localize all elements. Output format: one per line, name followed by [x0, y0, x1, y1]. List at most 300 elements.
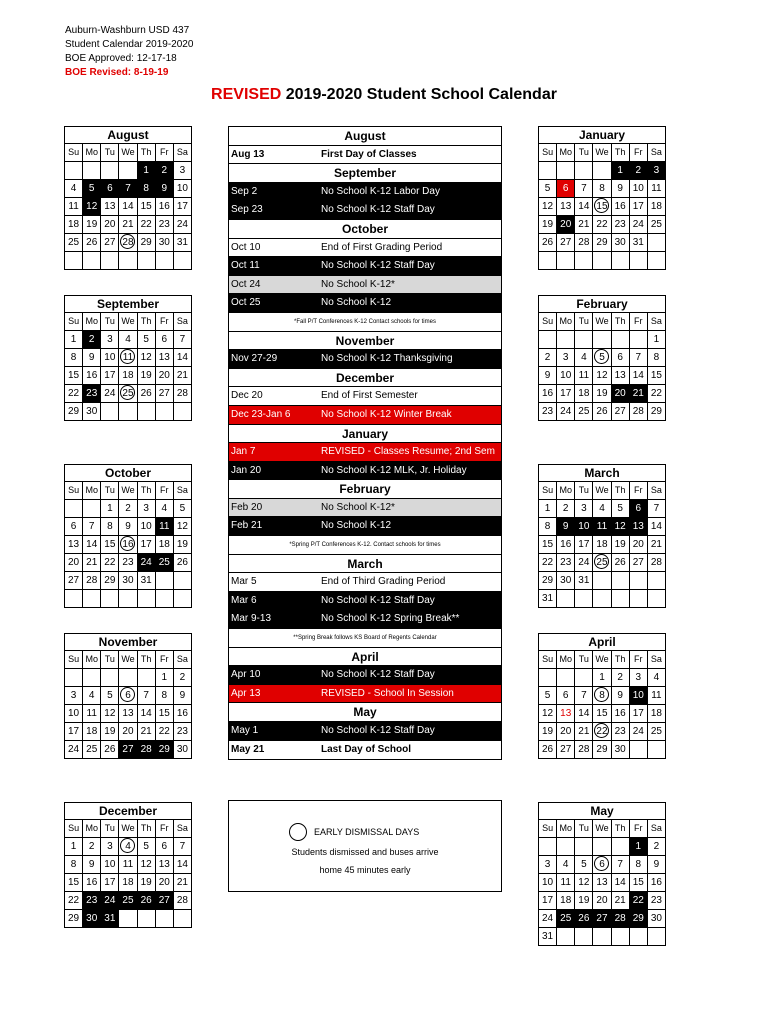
day-cell: 10	[575, 518, 593, 536]
day-cell: 9	[83, 856, 101, 874]
day-cell: 26	[539, 234, 557, 252]
day-header: Sa	[173, 144, 191, 162]
day-cell: 26	[83, 234, 101, 252]
day-header: Mo	[557, 651, 575, 669]
day-cell: 30	[173, 741, 191, 759]
day-cell: 9	[647, 856, 665, 874]
day-header: Sa	[173, 651, 191, 669]
day-cell	[83, 590, 101, 608]
day-cell: 26	[137, 385, 155, 403]
day-cell: 9	[611, 180, 629, 198]
event-description: No School K-12 Spring Break**	[321, 613, 460, 625]
day-header: Th	[611, 313, 629, 331]
day-cell: 28	[137, 741, 155, 759]
day-cell: 7	[575, 180, 593, 198]
day-cell: 8	[647, 349, 665, 367]
month-calendar-apr	[538, 633, 666, 759]
day-cell: 21	[137, 723, 155, 741]
day-cell	[173, 252, 191, 270]
day-cell: 9	[155, 180, 173, 198]
day-cell: 18	[119, 367, 137, 385]
month-calendar-oct	[64, 464, 192, 608]
day-cell: 18	[155, 536, 173, 554]
day-header: Mo	[83, 820, 101, 838]
day-cell: 29	[101, 572, 119, 590]
day-cell: 26	[575, 910, 593, 928]
day-header: Mo	[557, 144, 575, 162]
event-date: Sep 23	[231, 204, 263, 216]
event-description: End of First Grading Period	[321, 241, 443, 253]
day-cell	[83, 252, 101, 270]
day-cell: 21	[575, 723, 593, 741]
day-cell: 27	[119, 741, 137, 759]
month-calendar-sep	[64, 295, 192, 421]
day-cell: 3	[629, 669, 647, 687]
day-header: Th	[137, 313, 155, 331]
day-cell	[629, 590, 647, 608]
day-cell	[647, 234, 665, 252]
day-cell: 25	[647, 723, 665, 741]
day-cell: 16	[539, 385, 557, 403]
day-cell	[137, 252, 155, 270]
event-row	[229, 350, 501, 369]
early-dismissal-day: 28	[120, 234, 135, 249]
day-header: We	[119, 144, 137, 162]
event-row	[229, 517, 501, 536]
day-cell: 6	[155, 838, 173, 856]
day-cell: 23	[83, 892, 101, 910]
day-cell	[593, 162, 611, 180]
day-cell: 30	[83, 403, 101, 421]
day-cell: 19	[137, 367, 155, 385]
day-cell	[629, 331, 647, 349]
day-cell: 21	[83, 554, 101, 572]
event-description: First Day of Classes	[321, 148, 417, 160]
event-row	[229, 610, 501, 629]
day-header: Th	[137, 820, 155, 838]
district-name: Auburn-Washburn USD 437	[65, 25, 190, 36]
day-cell: 4	[593, 500, 611, 518]
event-date: Jan 7	[231, 446, 256, 458]
day-cell: 4	[557, 856, 575, 874]
day-cell: 21	[173, 367, 191, 385]
day-cell: 14	[83, 536, 101, 554]
day-cell: 20	[65, 554, 83, 572]
month-name: November	[65, 634, 192, 651]
day-cell: 24	[557, 403, 575, 421]
day-cell: 6	[611, 349, 629, 367]
day-cell: 11	[557, 874, 575, 892]
day-cell	[539, 252, 557, 270]
day-cell: 20	[611, 385, 629, 403]
day-cell: 8	[629, 856, 647, 874]
day-cell: 21	[119, 216, 137, 234]
day-cell: 2	[611, 669, 629, 687]
day-cell: 23	[557, 554, 575, 572]
day-cell: 11	[647, 687, 665, 705]
event-date: Sep 2	[231, 185, 258, 197]
day-cell	[647, 572, 665, 590]
day-cell: 15	[629, 874, 647, 892]
day-cell: 7	[629, 349, 647, 367]
day-cell	[119, 252, 137, 270]
day-cell: 7	[173, 331, 191, 349]
day-cell: 27	[65, 572, 83, 590]
event-month-header: September	[229, 164, 501, 183]
day-header: Tu	[575, 482, 593, 500]
day-cell: 12	[539, 198, 557, 216]
day-cell: 16	[155, 198, 173, 216]
day-cell	[647, 252, 665, 270]
day-cell: 9	[173, 687, 191, 705]
day-cell: 31	[137, 572, 155, 590]
day-cell: 31	[173, 234, 191, 252]
day-cell: 3	[101, 331, 119, 349]
day-cell	[539, 162, 557, 180]
month-name: December	[65, 803, 192, 820]
event-description: No School K-12*	[321, 278, 395, 290]
day-header: Mo	[557, 313, 575, 331]
day-header: We	[593, 820, 611, 838]
day-cell: 17	[557, 385, 575, 403]
day-cell: 13	[155, 349, 173, 367]
day-header: Mo	[557, 482, 575, 500]
day-cell: 25	[647, 216, 665, 234]
event-date: Oct 10	[231, 241, 261, 253]
day-cell: 2	[647, 838, 665, 856]
event-description: No School K-12 Labor Day	[321, 185, 440, 197]
day-header: Th	[611, 820, 629, 838]
day-cell: 17	[137, 536, 155, 554]
early-dismissal-day: 5	[594, 349, 609, 364]
day-cell: 13	[557, 705, 575, 723]
event-month-header: October	[229, 220, 501, 239]
day-cell: 14	[575, 705, 593, 723]
day-cell: 22	[647, 385, 665, 403]
day-cell: 1	[65, 331, 83, 349]
day-cell: 12	[83, 198, 101, 216]
day-cell: 20	[155, 367, 173, 385]
event-row	[229, 573, 501, 592]
event-description: End of Third Grading Period	[321, 576, 446, 588]
day-cell: 20	[557, 216, 575, 234]
day-cell: 16	[83, 874, 101, 892]
day-cell	[539, 331, 557, 349]
day-cell: 8	[155, 687, 173, 705]
day-cell: 17	[575, 536, 593, 554]
day-cell: 11	[119, 856, 137, 874]
day-cell	[575, 669, 593, 687]
event-description: No School K-12 Staff Day	[321, 725, 435, 736]
day-header: Th	[611, 144, 629, 162]
day-cell: 21	[647, 536, 665, 554]
day-cell: 2	[173, 669, 191, 687]
day-cell: 15	[137, 198, 155, 216]
day-cell: 3	[557, 349, 575, 367]
day-header: Tu	[575, 651, 593, 669]
early-dismissal-day: 16	[120, 536, 135, 551]
day-cell: 10	[137, 518, 155, 536]
day-cell: 9	[611, 687, 629, 705]
day-header: Tu	[101, 144, 119, 162]
day-header: Sa	[647, 313, 665, 331]
day-cell: 10	[101, 856, 119, 874]
day-cell: 21	[611, 892, 629, 910]
day-cell: 3	[647, 162, 665, 180]
event-date: Oct 11	[231, 260, 260, 272]
event-row	[229, 462, 501, 481]
early-dismissal-day: 6	[120, 687, 135, 702]
day-cell: 31	[101, 910, 119, 928]
event-row	[229, 146, 501, 165]
day-cell: 11	[593, 518, 611, 536]
day-cell: 27	[593, 910, 611, 928]
day-cell	[629, 572, 647, 590]
day-cell: 25	[575, 403, 593, 421]
event-note: **Spring Break follows KS Board of Regents Calendar	[229, 629, 501, 648]
day-cell: 24	[137, 554, 155, 572]
day-cell: 24	[173, 216, 191, 234]
day-cell: 29	[65, 403, 83, 421]
early-dismissal-day: 15	[594, 198, 609, 213]
day-header: Su	[65, 820, 83, 838]
day-cell: 18	[65, 216, 83, 234]
legend-line-1: Students dismissed and buses arrive	[291, 847, 439, 857]
day-cell: 29	[629, 910, 647, 928]
event-row	[229, 443, 501, 462]
day-cell: 1	[611, 162, 629, 180]
day-cell: 23	[155, 216, 173, 234]
day-header: Fr	[155, 651, 173, 669]
day-cell: 22	[593, 216, 611, 234]
day-cell: 2	[557, 500, 575, 518]
day-cell: 15	[155, 705, 173, 723]
day-cell: 23	[173, 723, 191, 741]
day-cell	[629, 252, 647, 270]
day-cell: 11	[65, 198, 83, 216]
day-cell: 10	[629, 687, 647, 705]
day-cell	[155, 403, 173, 421]
day-cell	[539, 669, 557, 687]
page-title	[0, 86, 768, 104]
day-cell	[65, 590, 83, 608]
day-header: Fr	[155, 144, 173, 162]
title-main: 2019-2020 Student School Calendar	[285, 86, 557, 103]
event-description: No School K-12 Staff Day	[321, 669, 435, 681]
day-cell	[119, 234, 137, 252]
event-description: REVISED - Classes Resume; 2nd Sem	[321, 446, 495, 458]
day-cell	[119, 536, 137, 554]
day-cell	[611, 572, 629, 590]
day-cell: 23	[83, 385, 101, 403]
day-cell: 26	[539, 741, 557, 759]
day-cell: 30	[119, 572, 137, 590]
day-cell: 2	[629, 162, 647, 180]
boe-revised: BOE Revised: 8-19-19	[65, 67, 169, 78]
day-cell: 5	[173, 500, 191, 518]
event-description: No School K-12 Thanksgiving	[321, 353, 453, 365]
day-header: Fr	[629, 144, 647, 162]
day-cell	[119, 687, 137, 705]
day-header: Fr	[629, 482, 647, 500]
day-cell: 23	[611, 723, 629, 741]
day-cell: 17	[173, 198, 191, 216]
event-date: Nov 27-29	[231, 353, 278, 365]
day-cell: 26	[101, 741, 119, 759]
event-month-header: February	[229, 480, 501, 499]
day-cell: 26	[173, 554, 191, 572]
day-cell: 12	[173, 518, 191, 536]
day-cell	[593, 590, 611, 608]
day-cell	[119, 385, 137, 403]
day-cell	[611, 590, 629, 608]
event-date: Mar 6	[231, 594, 257, 606]
day-header: We	[119, 651, 137, 669]
day-cell: 5	[137, 331, 155, 349]
day-cell: 14	[119, 198, 137, 216]
day-cell	[557, 252, 575, 270]
day-cell: 13	[65, 536, 83, 554]
day-cell: 27	[101, 234, 119, 252]
month-name: January	[539, 127, 666, 144]
day-cell: 12	[137, 856, 155, 874]
day-cell	[83, 162, 101, 180]
day-cell: 5	[83, 180, 101, 198]
day-cell: 8	[101, 518, 119, 536]
day-cell: 28	[611, 910, 629, 928]
day-cell	[575, 162, 593, 180]
day-cell	[575, 252, 593, 270]
day-cell: 29	[593, 741, 611, 759]
day-cell	[611, 331, 629, 349]
day-cell: 21	[173, 874, 191, 892]
day-header: Th	[611, 482, 629, 500]
day-cell	[611, 838, 629, 856]
day-cell: 27	[557, 234, 575, 252]
day-cell: 24	[101, 892, 119, 910]
day-cell: 8	[539, 518, 557, 536]
day-header: Tu	[101, 482, 119, 500]
day-cell	[647, 928, 665, 946]
day-cell: 13	[557, 198, 575, 216]
early-dismissal-day: 6	[594, 856, 609, 871]
event-date: Aug 13	[231, 148, 265, 160]
day-cell: 2	[539, 349, 557, 367]
day-header: Mo	[83, 482, 101, 500]
day-cell: 12	[539, 705, 557, 723]
day-cell: 17	[629, 198, 647, 216]
day-header: Tu	[575, 144, 593, 162]
day-cell: 29	[593, 234, 611, 252]
day-header: Tu	[101, 313, 119, 331]
title-prefix: REVISED	[211, 86, 282, 103]
day-cell: 17	[539, 892, 557, 910]
day-cell	[119, 838, 137, 856]
legend-box	[228, 800, 502, 892]
day-cell	[593, 856, 611, 874]
day-cell: 6	[155, 331, 173, 349]
day-cell	[119, 669, 137, 687]
event-month-header: November	[229, 332, 501, 351]
month-name: September	[65, 296, 192, 313]
day-cell	[155, 910, 173, 928]
day-header: Mo	[83, 651, 101, 669]
day-cell: 27	[611, 403, 629, 421]
day-cell: 10	[539, 874, 557, 892]
day-cell: 2	[83, 838, 101, 856]
event-description: No School K-12	[321, 520, 392, 532]
day-cell: 12	[575, 874, 593, 892]
boe-approved: BOE Approved: 12-17-18	[65, 53, 177, 64]
day-cell	[137, 669, 155, 687]
day-cell: 24	[539, 910, 557, 928]
day-cell: 3	[137, 500, 155, 518]
day-cell: 28	[575, 234, 593, 252]
day-cell: 1	[155, 669, 173, 687]
day-header: Sa	[647, 651, 665, 669]
event-month-header: March	[229, 555, 501, 574]
day-header: Su	[65, 482, 83, 500]
day-cell: 11	[647, 180, 665, 198]
day-cell: 16	[611, 198, 629, 216]
day-cell	[539, 838, 557, 856]
event-date: Feb 20	[231, 501, 263, 513]
day-cell: 28	[575, 741, 593, 759]
day-cell: 10	[173, 180, 191, 198]
day-cell: 18	[593, 536, 611, 554]
day-cell: 19	[611, 536, 629, 554]
day-cell: 15	[65, 874, 83, 892]
day-cell	[575, 590, 593, 608]
month-calendar-may	[538, 802, 666, 946]
day-header: Fr	[629, 651, 647, 669]
day-cell: 5	[539, 180, 557, 198]
day-cell	[173, 572, 191, 590]
day-cell: 24	[629, 723, 647, 741]
day-cell	[557, 928, 575, 946]
day-cell	[593, 928, 611, 946]
month-calendar-aug	[64, 126, 192, 270]
event-date: Dec 23-Jan 6	[231, 408, 291, 420]
day-cell: 26	[611, 554, 629, 572]
day-cell: 25	[65, 234, 83, 252]
day-cell: 6	[557, 687, 575, 705]
day-cell: 8	[137, 180, 155, 198]
event-row	[229, 499, 501, 518]
event-row	[229, 685, 501, 704]
day-cell: 24	[101, 385, 119, 403]
day-cell: 4	[575, 349, 593, 367]
day-cell: 20	[155, 874, 173, 892]
day-cell: 3	[65, 687, 83, 705]
day-header: We	[119, 313, 137, 331]
day-cell	[119, 910, 137, 928]
day-cell: 21	[575, 216, 593, 234]
day-cell	[173, 403, 191, 421]
day-cell	[119, 403, 137, 421]
day-cell: 25	[83, 741, 101, 759]
events-list	[228, 126, 502, 760]
day-cell	[575, 928, 593, 946]
day-cell: 10	[65, 705, 83, 723]
day-cell: 22	[539, 554, 557, 572]
day-cell: 11	[83, 705, 101, 723]
day-cell: 28	[83, 572, 101, 590]
day-cell: 28	[629, 403, 647, 421]
month-calendar-feb	[538, 295, 666, 421]
day-cell	[629, 741, 647, 759]
day-cell: 1	[101, 500, 119, 518]
